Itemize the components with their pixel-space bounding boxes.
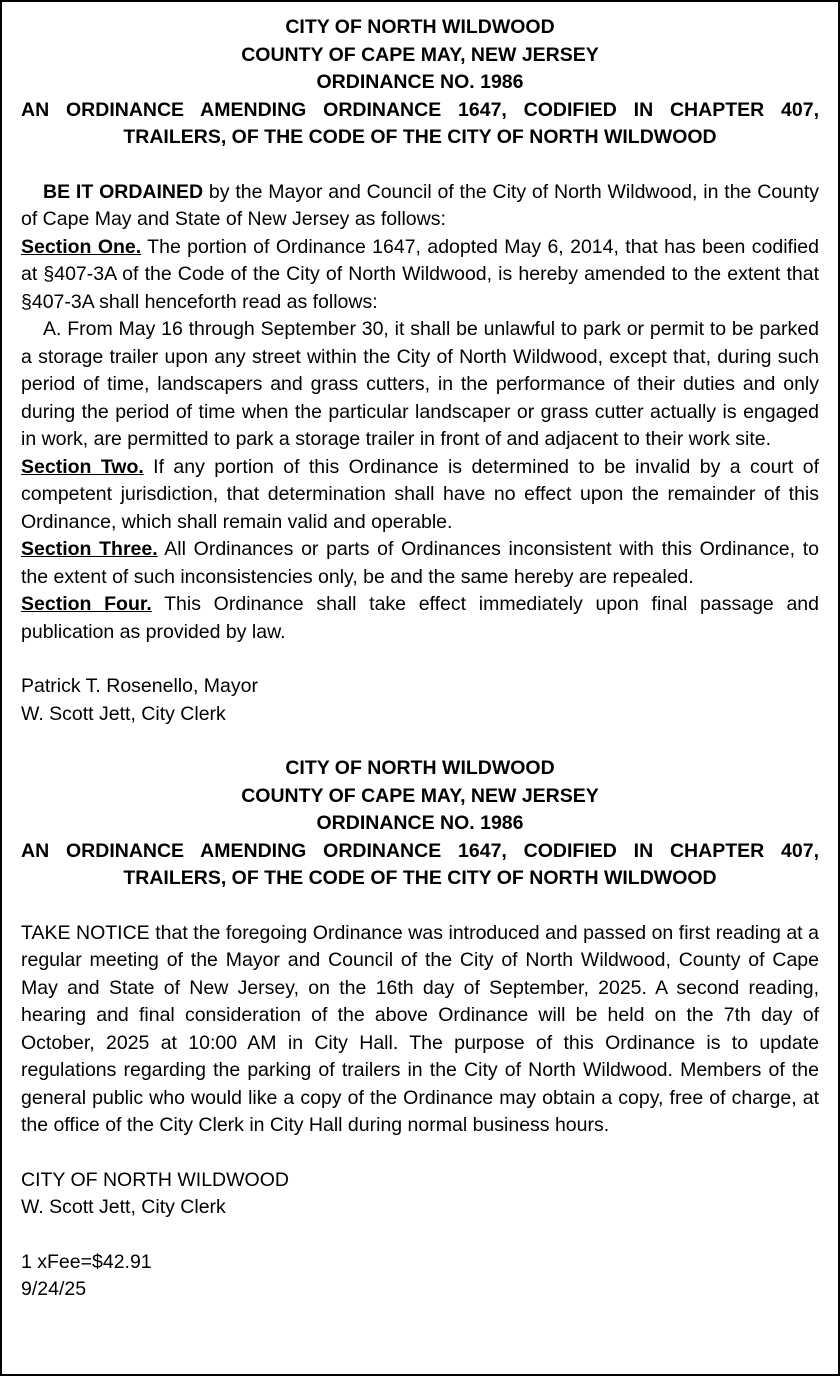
intro-paragraph (21, 179, 819, 234)
ordinance-number: ORDINANCE NO. 1986 (316, 71, 524, 93)
section-two (21, 454, 819, 537)
section-one (21, 234, 819, 317)
notice-signature-block (21, 1167, 819, 1222)
fee-block (21, 1249, 819, 1304)
intro-lead: BE IT ORDAINED (43, 180, 204, 203)
section-label: Section Four. (21, 593, 152, 615)
ordinance-number: ORDINANCE NO. 1986 (316, 812, 524, 834)
publication-date: 9/24/25 (21, 1278, 87, 1300)
notice-header (21, 755, 819, 893)
city-title: CITY OF NORTH WILDWOOD (285, 16, 555, 38)
section-four (21, 591, 819, 646)
city-signature: CITY OF NORTH WILDWOOD (21, 1168, 289, 1191)
section-text: This Ordinance shall take effect immediately upon final passage and publication as provided by law. (21, 593, 819, 643)
clerk-signature: W. Scott Jett, City Clerk (21, 1196, 226, 1218)
section-text: If any portion of this Ordinance is determined to be invalid by a court of competent jurisdiction, that determination shall have no effect upon the remainder of this Ordinance, which shall remain valid and operable. (21, 455, 819, 533)
fee-line: 1 xFee=$42.91 (21, 1250, 152, 1273)
section-label: Section Three. (21, 538, 158, 560)
county-title: COUNTY OF CAPE MAY, NEW JERSEY (241, 43, 599, 66)
ordinance-title: AN ORDINANCE AMENDING ORDINANCE 1647, CODIFIED IN CHAPTER 407, TRAILERS, OF THE CODE OF THE CITY OF NORTH WILDWOOD (21, 839, 819, 889)
section-label: Section Two. (21, 455, 144, 478)
ordinance-header (21, 14, 819, 152)
signature-block (21, 673, 819, 728)
take-notice-paragraph: TAKE NOTICE that the foregoing Ordinance was introduced and passed on first reading at a regular meeting of the Mayor and Council of the City of North Wildwood, County of Cape May and State of New Jersey, on the 16th day of September, 2025. A second reading, hearing and final consideration of the above Ordinance will be held on the 7th day of October, 2025 at 10:00 AM in City Hall. The purpose of this Ordinance is to update regulations regarding the parking of trailers in the City of North Wildwood. Members of the general public who would like a copy of the Ordinance may obtain a copy, free of charge, at the office of the City Clerk in City Hall during normal business hours. (21, 921, 819, 1136)
mayor-signature: Patrick T. Rosenello, Mayor (21, 675, 258, 697)
section-text: The portion of Ordinance 1647, adopted May 6, 2014, that has been codified at §407-3A of the Code of the City of North Wildwood, is hereby amended to the extent that §407-3A shall henceforth read as follows: (21, 235, 819, 313)
clerk-signature: W. Scott Jett, City Clerk (21, 702, 226, 725)
city-title: CITY OF NORTH WILDWOOD (285, 757, 555, 779)
section-three (21, 536, 819, 591)
section-label: Section One. (21, 235, 142, 258)
subsection-a: A. From May 16 through September 30, it shall be unlawful to park or permit to be parked a storage trailer upon any street within the City of North Wildwood, except that, during such period of time, landscapers and grass cutters, in the performance of their duties and only during the period of time when the particular landscaper or grass cutter actually is engaged in work, are permitted to park a storage trailer in front of and adjacent to their work site. (21, 318, 819, 450)
intro-text: by the Mayor and Council of the City of North Wildwood, in the County of Cape May and State of New Jersey as follows: (21, 180, 819, 230)
ordinance-title: AN ORDINANCE AMENDING ORDINANCE 1647, CODIFIED IN CHAPTER 407, TRAILERS, OF THE CODE OF THE CITY OF NORTH WILDWOOD (21, 98, 819, 148)
county-title: COUNTY OF CAPE MAY, NEW JERSEY (241, 784, 599, 807)
section-text: All Ordinances or parts of Ordinances inconsistent with this Ordinance, to the extent of such inconsistencies only, be and the same hereby are repealed. (21, 538, 819, 588)
